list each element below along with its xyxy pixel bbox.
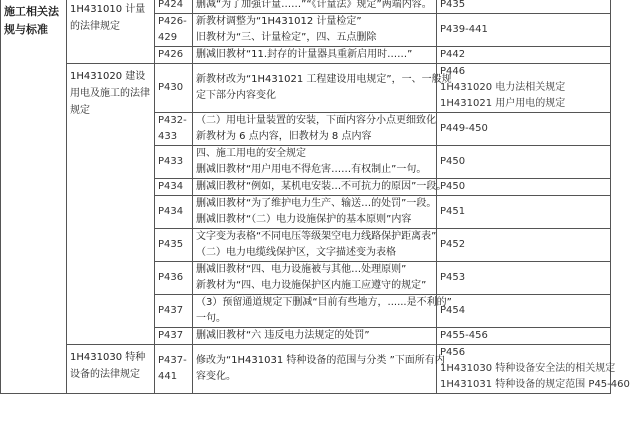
content-cell-line: 删减“为了加强计量……”“《计量法》规定”两端内容。	[196, 0, 432, 10]
content-cell-line: 删减旧教材“为了维护电力生产、输送…的处罚”一段。	[196, 198, 437, 209]
new-page-cell-line: 1H431020 电力法相关规定	[440, 82, 566, 93]
new-page-cell	[437, 196, 611, 229]
section-title: 1H431010 计量的法律规定	[67, 0, 155, 64]
page-cell-line: 433	[158, 131, 178, 142]
content-cell	[193, 64, 452, 113]
new-page-cell-line: P452	[440, 239, 466, 250]
table-row	[1, 0, 611, 14]
new-page-cell-line: P453	[440, 272, 466, 283]
new-page-cell-line: P455-456	[440, 330, 488, 341]
content-cell-line: （3）预留通道规定下删减“目前有些地方，......是不利的”	[196, 297, 452, 308]
content-cell-line: 删减旧教材“11.封存的计量器具重新启用时……”	[196, 49, 413, 60]
page-cell-line: P433	[158, 156, 184, 167]
content-cell-line: 删减旧教材“用户用电不得危害……有权制止”一句。	[196, 164, 427, 175]
new-page-cell-line: P454	[440, 305, 466, 316]
page-cell	[155, 262, 193, 295]
content-cell	[193, 328, 437, 345]
new-page-cell	[437, 328, 611, 345]
content-cell-line: 一句。	[196, 313, 226, 324]
new-page-cell-line: P449-450	[440, 123, 488, 134]
new-page-cell	[437, 47, 611, 64]
page-cell	[155, 47, 193, 64]
content-cell-line: 旧教材为“三、计量检定”，四、五点删除	[196, 32, 377, 43]
content-cell-line: 删减旧教材“（二）电力设施保护的基本原则”内容	[196, 214, 412, 225]
content-cell-line: 删减旧教材“六 违反电力法规定的处罚”	[196, 330, 370, 341]
page-cell	[155, 295, 193, 328]
page-cell-line: P437-	[158, 355, 187, 366]
page-cell	[155, 146, 193, 179]
page-cell-line: P436	[158, 272, 184, 283]
page-cell	[155, 196, 193, 229]
category-cell: 施工相关法规与标准	[1, 0, 67, 394]
content-cell-line: 删减旧教材“例如，某机电安装…不可抗力的原因”一段。	[196, 181, 447, 192]
new-page-cell-line: P435	[440, 0, 466, 10]
content-cell-line: 删减旧教材“四、电力设施被与其他…处理原则”	[196, 264, 407, 275]
page-cell	[155, 229, 193, 262]
content-cell-line: 四、施工用电的安全规定	[196, 148, 306, 159]
page-cell	[155, 14, 193, 47]
new-page-cell-line: P446	[440, 66, 466, 77]
page-cell	[155, 179, 193, 196]
page-cell	[155, 0, 193, 14]
new-page-cell-line: P442	[440, 49, 466, 60]
content-cell	[193, 0, 437, 14]
new-page-cell	[437, 64, 611, 113]
new-page-cell-line: P450	[440, 181, 466, 192]
new-page-cell-line: 1H431031 特种设备的规定范围 P45-460	[440, 379, 630, 390]
new-page-cell	[437, 146, 611, 179]
new-page-cell-line: 1H431030 特种设备安全法的相关规定	[440, 363, 616, 374]
page-cell-line: P435	[158, 239, 184, 250]
page-cell-line: 441	[158, 371, 178, 382]
new-page-cell-line: P439-441	[440, 24, 488, 35]
page-cell-line: P430	[158, 82, 184, 93]
page-cell	[155, 113, 193, 146]
content-cell	[193, 262, 437, 295]
content-cell-line: 修改为“1H431031 特种设备的范围与分类 ”下面所有内	[196, 355, 445, 366]
content-cell-line: 新教材为“四、电力设施保护区内施工应遵守的规定”	[196, 280, 427, 291]
new-page-cell	[437, 113, 611, 146]
content-cell-line: 文字变为表格“不同电压等级架空电力线路保护距离表”	[196, 231, 437, 242]
content-cell-line: 新教材调整为“1H431012 计量检定”	[196, 16, 362, 27]
page-cell-line: P437	[158, 330, 184, 341]
page-cell-line: P434	[158, 181, 184, 192]
content-cell-line: 容变化。	[196, 371, 236, 382]
content-cell	[193, 229, 437, 262]
new-page-cell-line: P456	[440, 347, 466, 358]
page-cell	[155, 328, 193, 345]
content-cell	[193, 179, 447, 196]
new-page-cell	[437, 229, 611, 262]
page-cell-line: P426	[158, 49, 184, 60]
new-page-cell	[437, 295, 611, 328]
section-title: 1H431030 特种设备的法律规定	[67, 345, 155, 394]
new-page-cell-line: P451	[440, 206, 466, 217]
content-cell	[193, 47, 437, 64]
page-cell-line: P437	[158, 305, 184, 316]
content-cell-line: （二）用电计量装置的安装，下面内容分小点更细致化	[196, 115, 436, 126]
page-cell	[155, 64, 193, 113]
table-body	[1, 0, 630, 394]
new-page-cell	[437, 0, 611, 14]
table-row	[1, 64, 611, 113]
table-row	[1, 345, 611, 394]
content-cell-line: 定下部分内容变化	[196, 90, 276, 101]
content-cell	[193, 196, 437, 229]
page-cell	[155, 345, 193, 394]
page-cell-line: 429	[158, 32, 178, 43]
content-cell	[193, 113, 437, 146]
new-page-cell	[437, 262, 611, 295]
content-cell	[193, 14, 437, 47]
new-page-cell-line: P450	[440, 156, 466, 167]
content-cell	[193, 345, 445, 394]
content-cell	[193, 146, 437, 179]
new-page-cell	[437, 179, 611, 196]
page-cell-line: P426-	[158, 16, 187, 27]
content-cell-line: 新教材为 6 点内容，旧教材为 8 点内容	[196, 131, 372, 142]
new-page-cell	[437, 14, 611, 47]
content-cell	[193, 295, 452, 328]
content-cell-line: （二）电力电缆线保护区，文字描述变为表格	[196, 247, 396, 258]
content-cell-line: 新教材改为“1H431021 工程建设用电规定”，一、一般规	[196, 74, 452, 85]
section-title: 1H431020 建设用电及施工的法律规定	[67, 64, 155, 345]
page-cell-line: P432-	[158, 115, 187, 126]
new-page-cell	[437, 345, 630, 394]
page-cell-line: P424	[158, 0, 184, 10]
new-page-cell-line: 1H431021 用户用电的规定	[440, 98, 566, 109]
page-cell-line: P434	[158, 206, 184, 217]
